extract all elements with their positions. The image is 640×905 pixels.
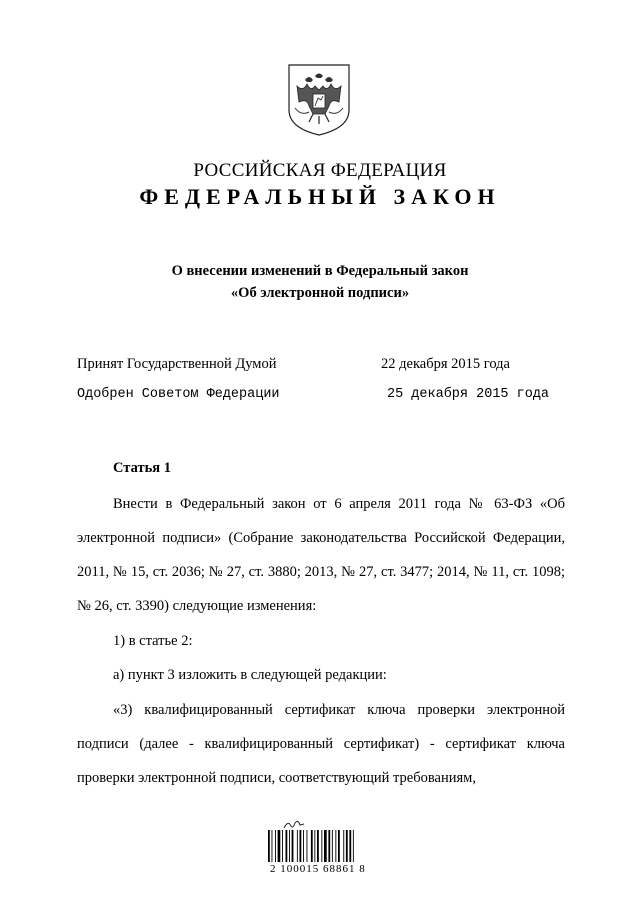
law-type-title: ФЕДЕРАЛЬНЫЙ ЗАКОН (139, 184, 501, 209)
article-heading: Статья 1 (113, 460, 171, 476)
council-approval-label: Одобрен Советом Федерации (77, 387, 280, 402)
law-subject-line-2: «Об электронной подписи» (230, 285, 410, 301)
signature-mark (282, 818, 306, 830)
law-subject-line-1: О внесении изменений в Федеральный закон (171, 263, 469, 279)
article-paragraph-2: 1) в статье 2: (113, 633, 193, 649)
barcode-number: 2 100015 68861 8 (270, 863, 366, 875)
coat-of-arms-icon (285, 62, 353, 137)
article-paragraph-3: а) пункт 3 изложить в следующей редакции: (113, 667, 387, 683)
article-paragraph-1: Внести в Федеральный закон от 6 апреля 2011 года № 63-ФЗ «Об электронной подписи» (Собрание законодательства Российской Федерации, 2011, № 15, ст. 2036; № 27, ст. 3880; 2013, № 27, ст. 3477; 2014, № 11, ст. 1098; № 26, ст. 3390) следующие изменения: (77, 496, 565, 614)
duma-adoption-label: Принят Государственной Думой (77, 356, 277, 372)
document-barcode (268, 830, 372, 862)
article-paragraph-4: «3) квалифицированный сертификат ключа проверки электронной подписи (далее - квалифицированный сертификат) - сертификат ключа проверки электронной подписи, соответствующий требованиям, (77, 702, 565, 786)
country-heading: РОССИЙСКАЯ ФЕДЕРАЦИЯ (193, 160, 447, 181)
council-approval-date: 25 декабря 2015 года (387, 387, 550, 402)
duma-adoption-date: 22 декабря 2015 года (381, 356, 510, 372)
